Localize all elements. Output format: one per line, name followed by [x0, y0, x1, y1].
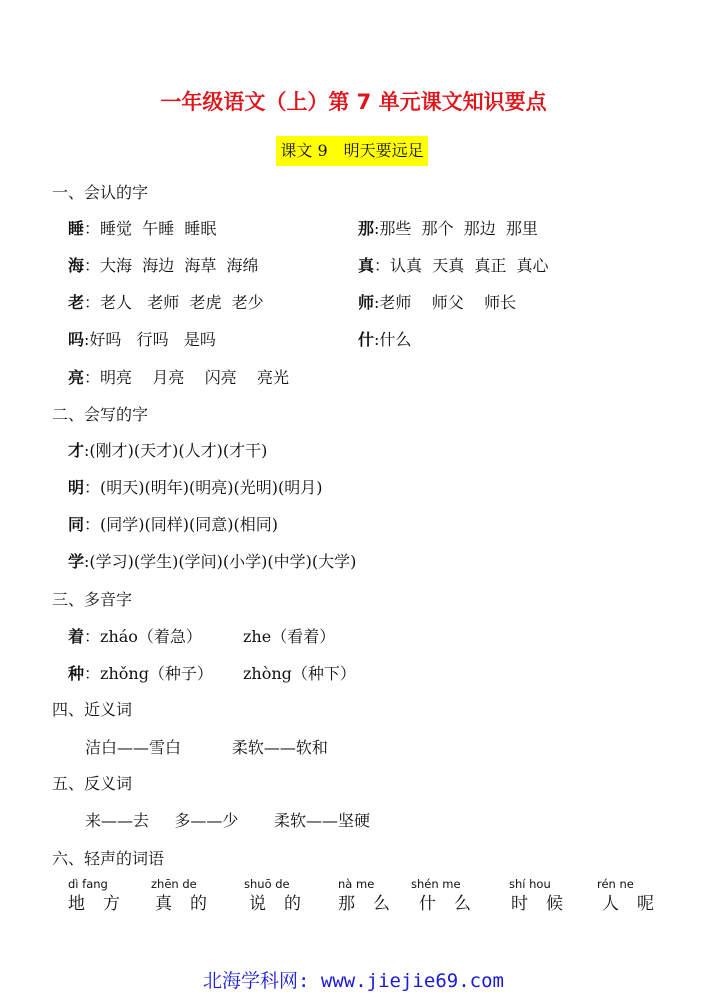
pinyin-label: rén ne: [597, 877, 634, 891]
word-label: 真的: [155, 894, 225, 914]
recognize-row: 亮：明亮 月亮 闪亮 亮光: [68, 368, 290, 387]
write-row: 才:(刚才)(天才)(人才)(才干): [68, 441, 268, 460]
section-antonyms-heading: 五、反义词: [52, 774, 133, 793]
polyphone-row: 种：zhǒng（种子）: [68, 664, 213, 683]
section-write-heading: 二、会写的字: [52, 405, 149, 424]
section-neutral-heading: 六、轻声的词语: [52, 849, 165, 868]
recognize-row: 老：老人 老师 老虎 老少: [68, 293, 264, 312]
recognize-row: 睡：睡觉 午睡 睡眠: [68, 219, 217, 238]
word-label: 时候: [511, 894, 581, 914]
pinyin-label: nà me: [338, 877, 375, 891]
polyphone-alt: zhòng（种下）: [243, 664, 356, 683]
polyphone-alt: zhe（看着）: [243, 627, 336, 646]
recognize-row: 师:老师 师父 师长: [358, 293, 517, 312]
word-label: 地方: [68, 894, 138, 914]
pinyin-label: shí hou: [509, 877, 551, 891]
word-label: 说的: [249, 894, 319, 914]
footer-site-link[interactable]: 北海学科网: www.jiejie69.com: [203, 970, 504, 992]
section-recognize-heading: 一、会认的字: [52, 183, 149, 202]
recognize-row: 什:什么: [358, 330, 412, 349]
write-row: 学:(学习)(学生)(学问)(小学)(中学)(大学): [68, 552, 357, 571]
section-polyphone-heading: 三、多音字: [52, 590, 133, 609]
antonyms-line: 来——去 多——少 柔软——坚硬: [85, 811, 371, 830]
recognize-row: 那:那些 那个 那边 那里: [358, 219, 538, 238]
pinyin-label: dì fang: [68, 877, 108, 891]
document-title: 一年级语文（上）第 7 单元课文知识要点: [160, 90, 547, 114]
write-row: 明：(明天)(明年)(明亮)(光明)(明月): [68, 478, 323, 497]
word-label: 什么: [419, 894, 489, 914]
section-synonyms-heading: 四、近义词: [52, 700, 133, 719]
word-label: 人呢: [602, 894, 672, 914]
lesson-heading: 课文 9 明天要远足: [276, 136, 428, 166]
synonyms-line: 洁白——雪白 柔软——软和: [85, 738, 328, 757]
word-label: 那么: [338, 894, 408, 914]
recognize-row: 真：认真 天真 真正 真心: [358, 256, 549, 275]
recognize-row: 海：大海 海边 海草 海绵: [68, 256, 259, 275]
write-row: 同：(同学)(同样)(同意)(相同): [68, 515, 278, 534]
pinyin-label: zhēn de: [151, 877, 197, 891]
pinyin-label: shuō de: [244, 877, 290, 891]
polyphone-row: 着：zháo（着急）: [68, 627, 202, 646]
recognize-row: 吗:好吗 行吗 是吗: [68, 330, 216, 349]
pinyin-label: shén me: [411, 877, 461, 891]
